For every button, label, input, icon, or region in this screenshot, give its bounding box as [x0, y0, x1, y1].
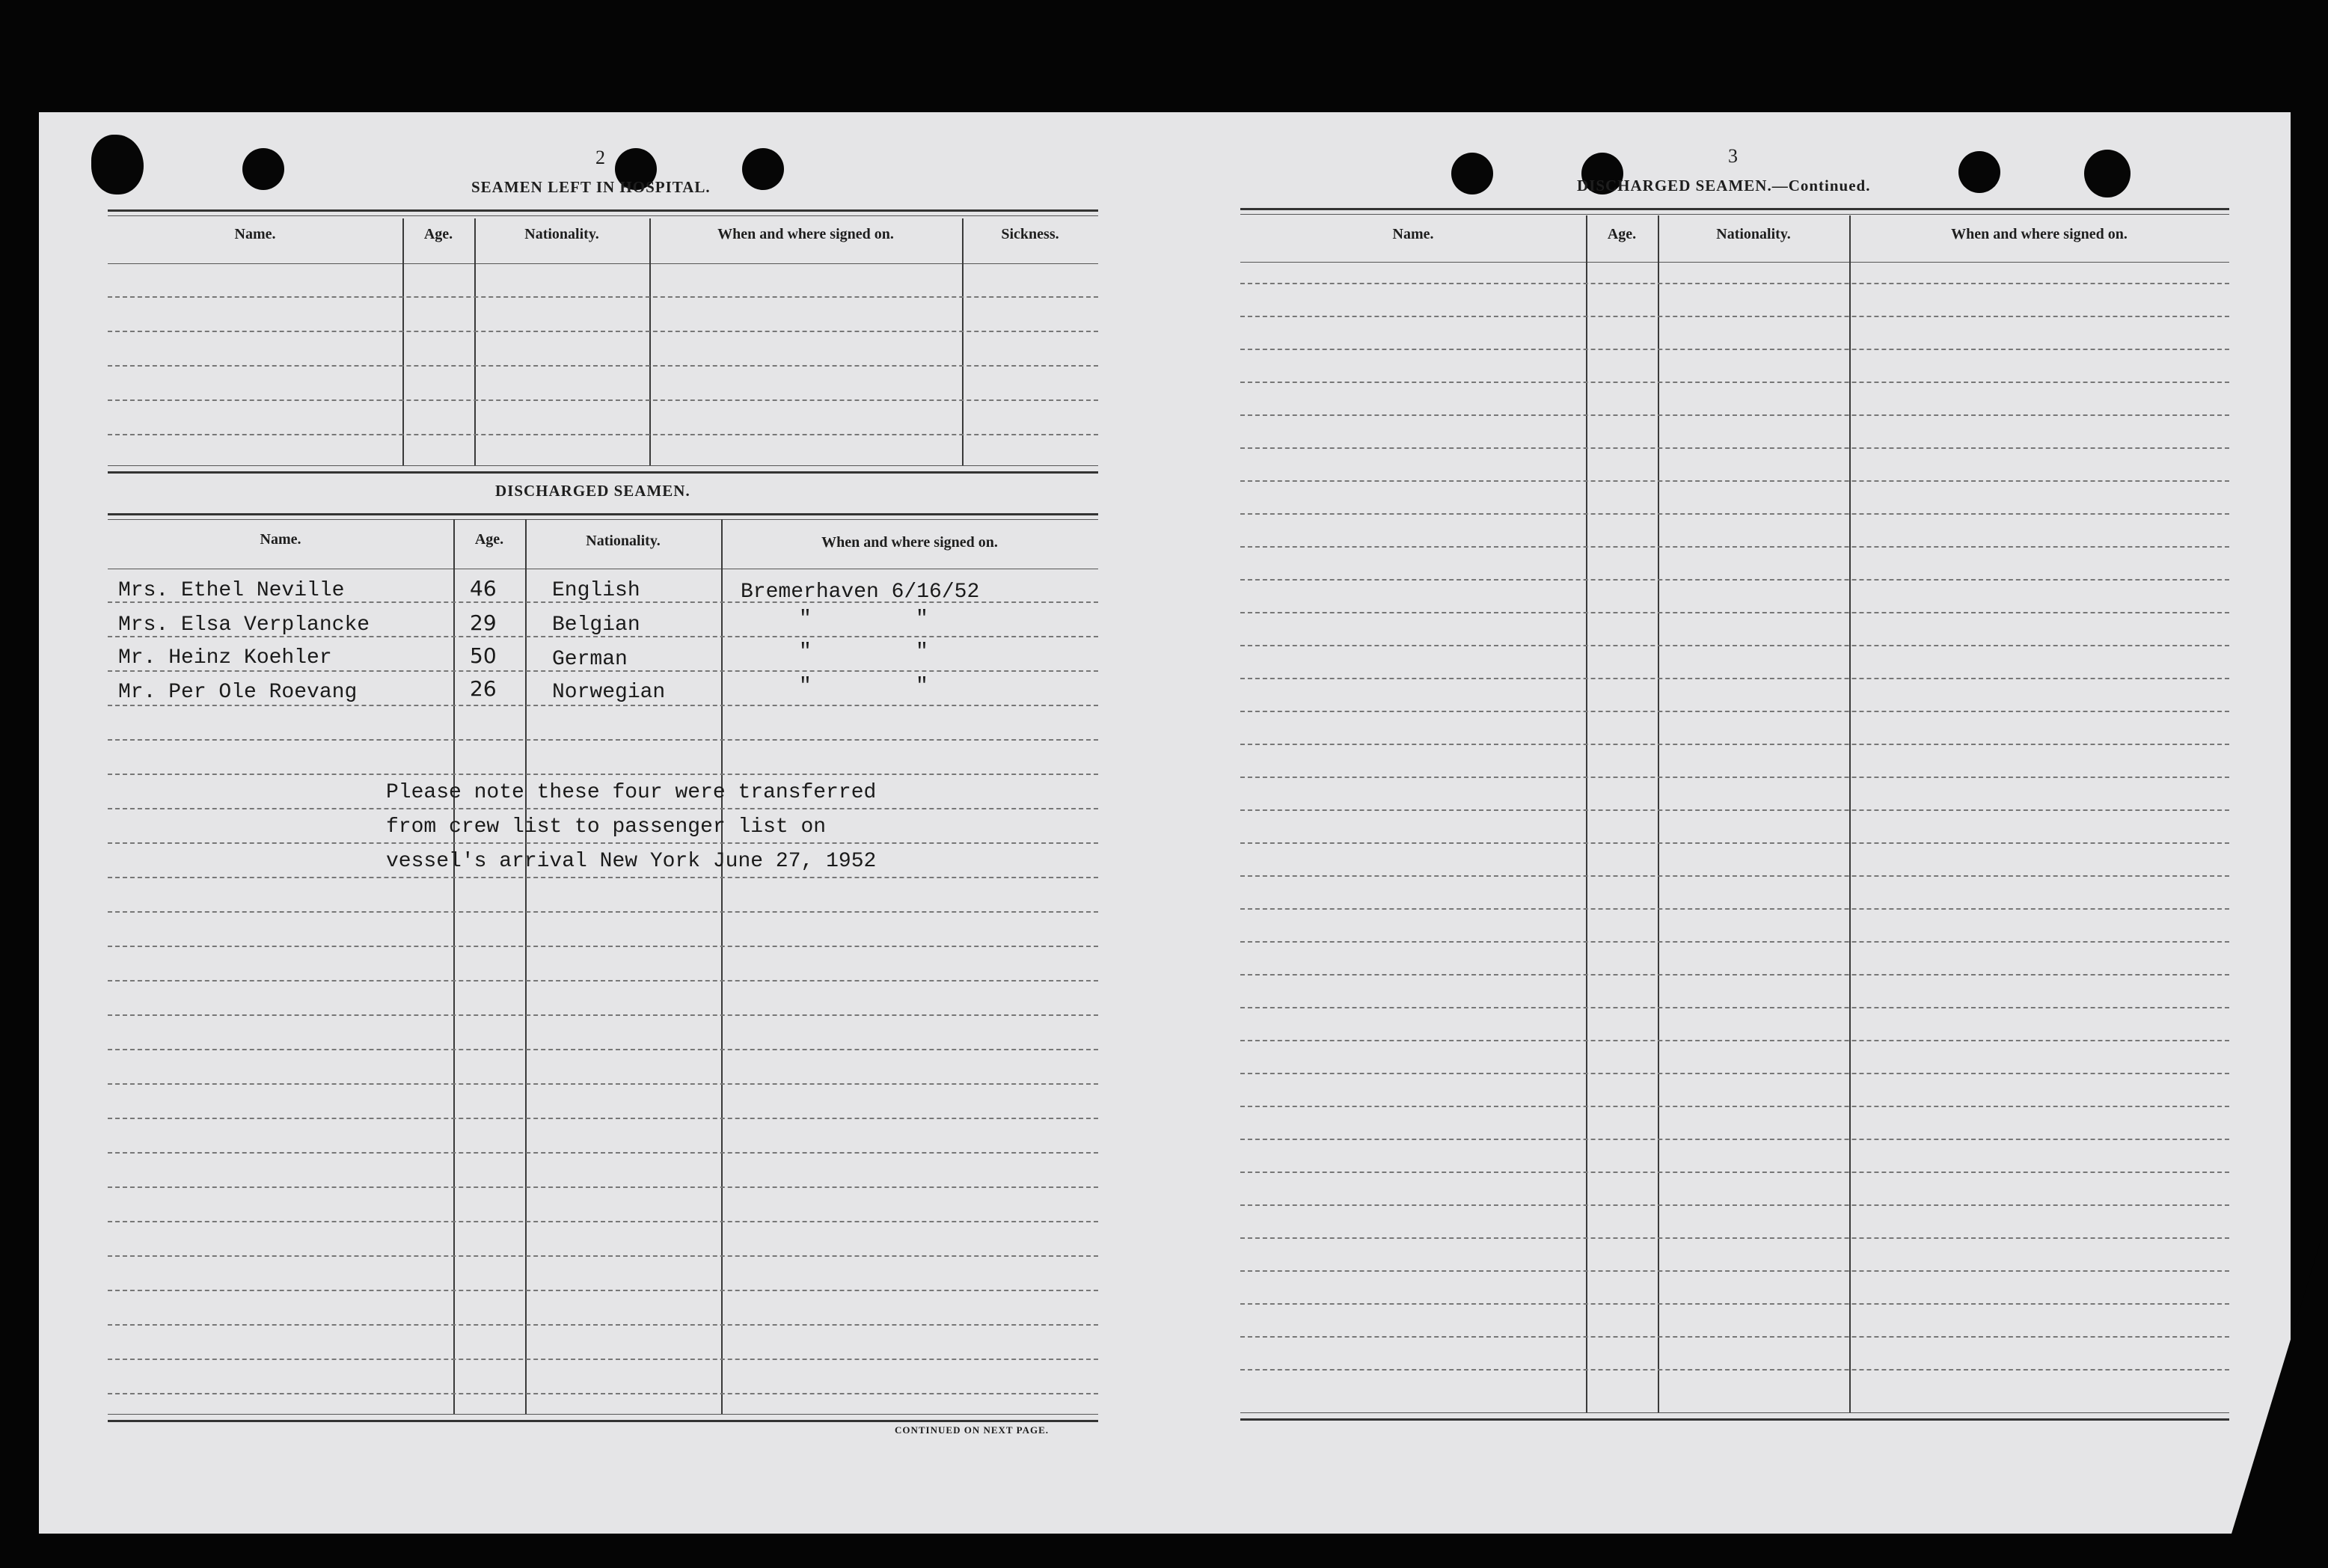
rule [1240, 1412, 2229, 1413]
punch-hole [2084, 150, 2131, 197]
discharged-section-title: DISCHARGED SEAMEN. [495, 482, 690, 500]
entry-age: 46 [470, 576, 497, 601]
note-line: Please note these four were transferred [386, 781, 877, 804]
rule [108, 1414, 1098, 1415]
discharged-col-name: Name. [260, 531, 301, 548]
rule [1240, 214, 2229, 215]
ditto-mark: " [799, 640, 812, 664]
entry-name: Mr. Heinz Koehler [118, 646, 332, 670]
entry-name: Mrs. Elsa Verplancke [118, 613, 370, 637]
punch-hole [242, 148, 284, 190]
right-col-age: Age. [1607, 226, 1637, 242]
entry-age: 26 [470, 676, 497, 701]
torn-corner [2229, 1197, 2328, 1541]
entry-nationality: Belgian [552, 613, 640, 637]
rule [1240, 208, 2229, 210]
hospital-col-signed-on: When and where signed on. [717, 226, 894, 242]
hospital-col-name: Name. [234, 226, 276, 242]
rule [108, 465, 1098, 466]
page-number-right: 3 [1728, 145, 1738, 167]
hospital-col-nationality: Nationality. [524, 226, 599, 242]
rule [108, 1420, 1098, 1422]
rule [108, 215, 1098, 216]
punch-hole [1958, 151, 2000, 193]
continued-footer: CONTINUED ON NEXT PAGE. [895, 1424, 1049, 1436]
entry-age: 29 [470, 610, 497, 635]
rule [108, 471, 1098, 474]
right-rows [1240, 262, 2229, 1412]
rule [1240, 1418, 2229, 1421]
rule [108, 513, 1098, 515]
right-col-signed-on: When and where signed on. [1951, 226, 2128, 242]
entry-signed-on: Bremerhaven 6/16/52 [741, 581, 980, 604]
hospital-col-sickness: Sickness. [1001, 226, 1059, 242]
ditto-mark: " [916, 607, 928, 631]
hospital-col-age: Age. [423, 226, 453, 242]
right-section-title: DISCHARGED SEAMEN.—Continued. [1577, 177, 1871, 195]
discharged-col-age: Age. [474, 531, 504, 548]
page-number-left: 2 [595, 147, 605, 168]
entry-name: Mrs. Ethel Neville [118, 579, 345, 602]
punch-hole [742, 148, 784, 190]
entry-nationality: English [552, 579, 640, 602]
ditto-mark: " [799, 675, 812, 698]
note-line: vessel's arrival New York June 27, 1952 [386, 850, 877, 873]
hospital-rows [108, 263, 1098, 465]
punch-hole [91, 135, 144, 195]
note-line: from crew list to passenger list on [386, 815, 827, 839]
punch-hole [1451, 153, 1493, 195]
ditto-mark: " [799, 607, 812, 631]
ditto-mark: " [916, 640, 928, 664]
discharged-col-nationality: Nationality. [586, 533, 661, 549]
entry-nationality: German [552, 648, 628, 671]
rule [108, 519, 1098, 520]
entry-nationality: Norwegian [552, 681, 666, 704]
entry-age: 50 [470, 643, 497, 668]
discharged-col-signed-on: When and where signed on. [821, 534, 998, 551]
right-col-nationality: Nationality. [1716, 226, 1791, 242]
right-col-name: Name. [1392, 226, 1434, 242]
ditto-mark: " [916, 675, 928, 698]
entry-name: Mr. Per Ole Roevang [118, 681, 358, 704]
hospital-section-title: SEAMEN LEFT IN HOSPITAL. [471, 178, 711, 196]
rule [108, 209, 1098, 212]
